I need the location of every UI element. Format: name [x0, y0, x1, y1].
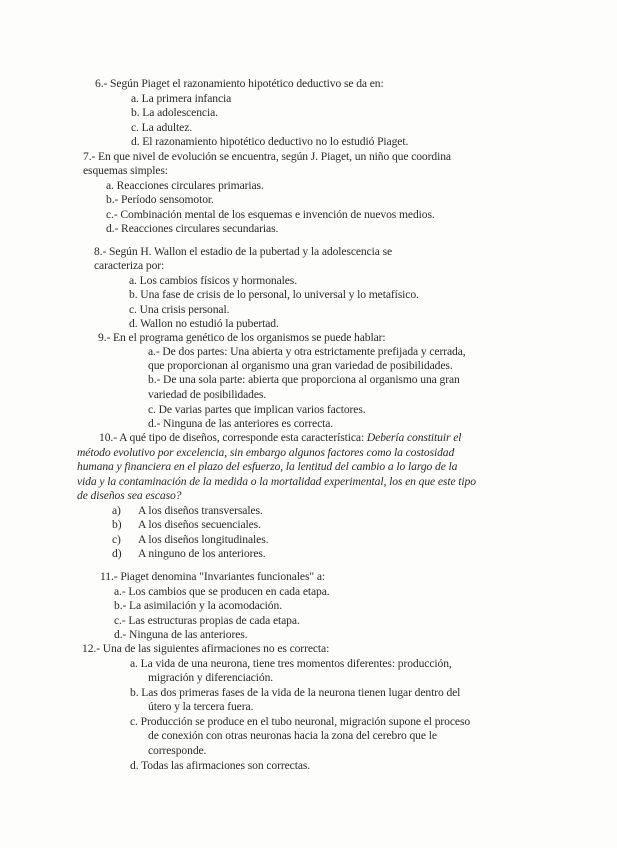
question-7-line1: 7.- En que nivel de evolución se encuentra, según J. Piaget, un niño que coordina: [83, 150, 451, 163]
option-12a-line2: migración y diferenciación.: [148, 671, 274, 684]
option-6b: b. La adolescencia.: [131, 106, 218, 119]
option-9d: d.- Ninguna de las anteriores es correcta.: [148, 417, 334, 430]
question-12: 12.- Una de las siguientes afirmaciones no es correcta:: [82, 642, 330, 655]
option-10a: [112, 504, 263, 518]
option-8d: d. Wallon no estudió la pubertad.: [129, 317, 279, 330]
question-11: 11.- Piaget denomina "Invariantes funcionales" a:: [100, 570, 325, 583]
option-9b-line1: b.- De una sola parte: abierta que proporciona al organismo una gran: [148, 373, 460, 386]
option-letter: a): [112, 504, 121, 517]
option-8c: c. Una crisis personal.: [129, 303, 230, 316]
question-6: 6.- Según Piaget el razonamiento hipotético deductivo se da en:: [95, 77, 384, 90]
question-10-line1: [99, 431, 461, 445]
option-12a-line1: a. La vida de una neurona, tiene tres momentos diferentes: producción,: [130, 657, 452, 670]
option-12b-line1: b. Las dos primeras fases de la vida de la neurona tienen lugar dentro del: [130, 686, 461, 699]
option-6c: c. La adultez.: [131, 121, 193, 134]
option-9c: c. De varias partes que implican varios factores.: [148, 403, 366, 416]
option-10d: [112, 547, 266, 561]
option-12d: d. Todas las afirmaciones son correctas.: [130, 759, 311, 772]
question-8-line2: caracteriza por:: [94, 259, 165, 272]
question-9: 9.- En el programa genético de los organismos se puede hablar:: [98, 331, 386, 344]
option-6a: a. La primera infancia: [131, 92, 232, 105]
option-11d: d.- Ninguna de las anteriores.: [114, 628, 248, 641]
question-10-line2: método evolutivo por excelencia, sin embargo algunos factores como la costosidad: [77, 446, 455, 459]
question-10-italic-start: Debería constituir el: [366, 431, 462, 444]
option-text: A los diseños secuenciales.: [138, 518, 261, 531]
option-12c-line1: c. Producción se produce en el tubo neuronal, migración supone el proceso: [130, 715, 471, 728]
option-9a-line2: que proporcionan al organismo una gran variedad de posibilidades.: [148, 359, 453, 372]
option-8b: b. Una fase de crisis de lo personal, lo universal y lo metafísico.: [129, 288, 419, 301]
option-7b: b.- Período sensomotor.: [106, 193, 214, 206]
option-11b: b.- La asimilación y la acomodación.: [114, 599, 282, 612]
option-10c: [112, 533, 268, 547]
option-12c-line3: corresponde.: [148, 744, 207, 757]
question-7-line2: esquemas simples:: [83, 164, 168, 177]
option-11c: c.- Las estructuras propias de cada etapa.: [114, 614, 300, 627]
option-text: A ninguno de los anteriores.: [138, 547, 266, 560]
option-12b-line2: útero y la tercera fuera.: [148, 700, 254, 713]
option-9a-line1: a.- De dos partes: Una abierta y otra estrictamente prefijada y cerrada,: [148, 345, 466, 358]
question-10-line4: vida y la contaminación de la medida o la mortalidad experimental, los en que este tipo: [77, 475, 476, 488]
option-text: A los diseños transversales.: [138, 504, 263, 517]
option-7a: a. Reacciones circulares primarias.: [106, 179, 264, 192]
option-9b-line2: variedad de posibilidades.: [148, 388, 267, 401]
option-letter: d): [112, 547, 122, 560]
question-10-line3: humana y financiera en el plazo del esfuerzo, la lentitud del cambio a lo largo de la: [77, 460, 458, 473]
option-letter: b): [112, 518, 122, 531]
option-7d: d.- Reacciones circulares secundarias.: [106, 222, 279, 235]
option-text: A los diseños longitudinales.: [138, 533, 269, 546]
option-6d: d. El razonamiento hipotético deductivo no lo estudió Piaget.: [131, 135, 409, 148]
option-10b: [112, 518, 261, 532]
option-12c-line2: de conexión con otras neuronas hacia la zona del cerebro que le: [148, 729, 437, 742]
option-8a: a. Los cambios físicos y hormonales.: [129, 274, 298, 287]
option-11a: a.- Los cambios que se producen en cada etapa.: [114, 585, 330, 598]
question-10-line5: de diseños sea escaso?: [77, 489, 182, 502]
option-letter: c): [112, 533, 121, 546]
question-10-prefix: 10.- A qué tipo de diseños, corresponde esta característica:: [99, 431, 367, 444]
question-8-line1: 8.- Según H. Wallon el estadio de la pubertad y la adolescencia se: [94, 245, 393, 258]
option-7c: c.- Combinación mental de los esquemas e invención de nuevos medios.: [106, 208, 435, 221]
